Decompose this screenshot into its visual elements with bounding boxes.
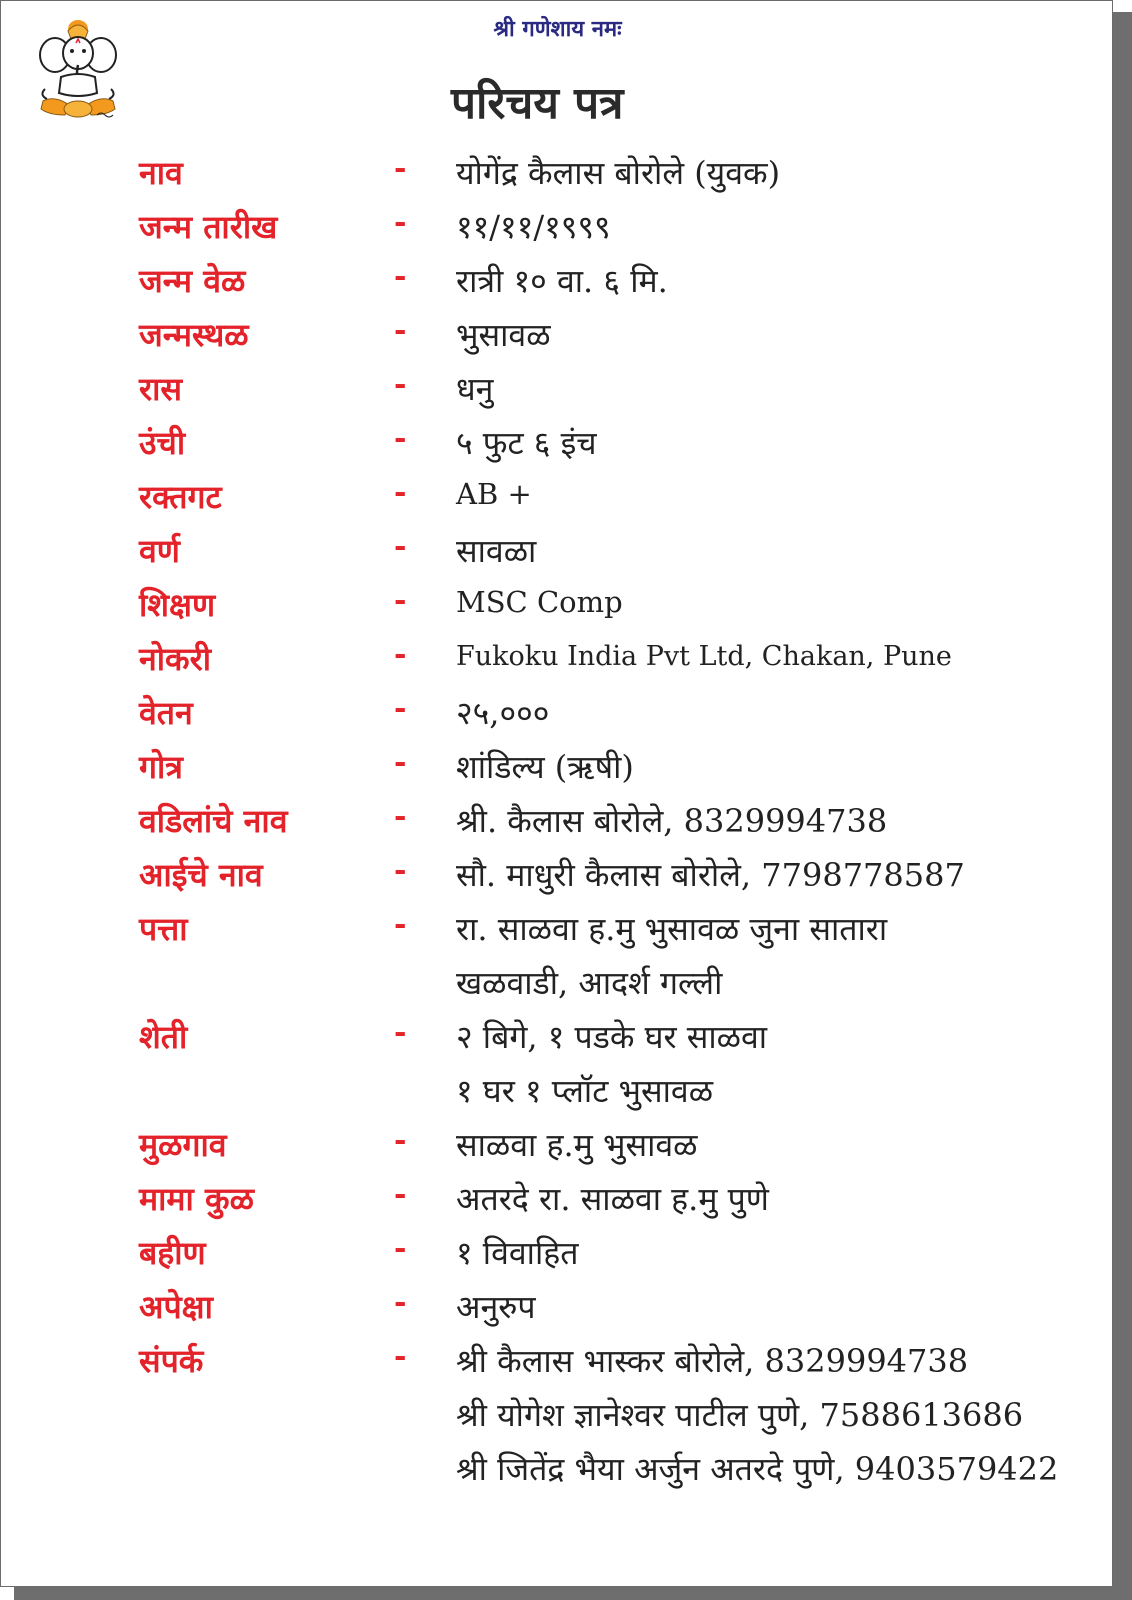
separator-dash: - [394, 313, 407, 348]
field-value: भुसावळ [456, 316, 551, 354]
field-value: शांडिल्य (ऋषी) [456, 748, 634, 786]
info-row-salary [1, 691, 1114, 745]
field-value: रा. साळवा ह.मु भुसावळ जुना सातारा [456, 910, 888, 948]
field-value-line: खळवाडी, आदर्श गल्ली [456, 964, 723, 1002]
info-row-address [1, 907, 1114, 1015]
field-value: धनु [456, 370, 494, 408]
info-row-maternal-family [1, 1177, 1114, 1231]
field-label: वेतन [139, 694, 193, 732]
field-label: संपर्क [139, 1342, 204, 1380]
info-row-expectation [1, 1285, 1114, 1339]
field-label: शिक्षण [139, 586, 216, 624]
info-row-blood-group [1, 475, 1114, 529]
field-label: वर्ण [139, 532, 180, 570]
info-row-sister [1, 1231, 1114, 1285]
info-row-job [1, 637, 1114, 691]
info-row-father-name [1, 799, 1114, 853]
field-value: श्री कैलास भास्कर बोरोले, 8329994738 [456, 1342, 969, 1380]
separator-dash: - [394, 907, 407, 942]
field-label: जन्म तारीख [139, 208, 278, 246]
field-label: उंची [139, 424, 186, 462]
info-row-name [1, 151, 1114, 205]
separator-dash: - [394, 637, 407, 672]
card-shadow-bottom [14, 1587, 1132, 1600]
field-value: MSC Comp [456, 585, 623, 619]
separator-dash: - [394, 151, 407, 186]
separator-dash: - [394, 1339, 407, 1374]
info-row-height [1, 421, 1114, 475]
field-label: नाव [139, 154, 183, 192]
field-value: अनुरुप [456, 1288, 536, 1326]
info-row-birth-date [1, 205, 1114, 259]
field-value: AB + [456, 477, 532, 511]
field-value-line: १ घर १ प्लॉट भुसावळ [456, 1072, 714, 1110]
card-shadow-right [1113, 12, 1132, 1600]
separator-dash: - [394, 1177, 407, 1212]
invocation-text: श्री गणेशाय नमः [493, 16, 622, 42]
info-row-rashi [1, 367, 1114, 421]
field-value: सौ. माधुरी कैलास बोरोले, 7798778587 [456, 856, 965, 894]
field-label: जन्म वेळ [139, 262, 246, 300]
separator-dash: - [394, 745, 407, 780]
field-label: गोत्र [139, 748, 183, 786]
separator-dash: - [394, 583, 407, 618]
separator-dash: - [394, 529, 407, 564]
field-value: २ बिगे, १ पडके घर साळवा [456, 1018, 768, 1056]
field-value: साळवा ह.मु भुसावळ [456, 1126, 698, 1164]
field-value: श्री. कैलास बोरोले, 8329994738 [456, 802, 888, 840]
separator-dash: - [394, 259, 407, 294]
field-label: मुळगाव [139, 1126, 227, 1164]
field-value: अतरदे रा. साळवा ह.मु पुणे [456, 1180, 769, 1218]
field-value: २५,००० [456, 694, 550, 732]
field-label: बहीण [139, 1234, 206, 1272]
separator-dash: - [394, 421, 407, 456]
info-row-complexion [1, 529, 1114, 583]
info-row-mother-name [1, 853, 1114, 907]
info-row-contact [1, 1339, 1114, 1501]
info-row-gotra [1, 745, 1114, 799]
separator-dash: - [394, 1015, 407, 1050]
info-row-native-village [1, 1123, 1114, 1177]
info-row-birth-time [1, 259, 1114, 313]
field-value: Fukoku India Pvt Ltd, Chakan, Pune [456, 641, 952, 672]
info-row-birth-place [1, 313, 1114, 367]
separator-dash: - [394, 691, 407, 726]
field-label: पत्ता [139, 910, 188, 948]
separator-dash: - [394, 799, 407, 834]
field-value: ५ फुट ६ इंच [456, 424, 597, 462]
field-label: अपेक्षा [139, 1288, 213, 1326]
field-value-line: श्री योगेश ज्ञानेश्वर पाटील पुणे, 7588613686 [456, 1396, 1024, 1434]
field-value: ११/११/१९९९ [456, 208, 611, 246]
field-value: रात्री १० वा. ६ मि. [456, 262, 668, 300]
field-label: मामा कुळ [139, 1180, 254, 1218]
info-row-education [1, 583, 1114, 637]
info-row-farm [1, 1015, 1114, 1123]
page-title: परिचय पत्र [451, 78, 624, 129]
field-label: रक्तगट [139, 478, 222, 516]
separator-dash: - [394, 1123, 407, 1158]
separator-dash: - [394, 853, 407, 888]
separator-dash: - [394, 367, 407, 402]
field-label: शेती [139, 1018, 188, 1056]
field-label: जन्मस्थळ [139, 316, 249, 354]
field-value: सावळा [456, 532, 537, 570]
separator-dash: - [394, 475, 407, 510]
field-value: १ विवाहित [456, 1234, 579, 1272]
separator-dash: - [394, 1231, 407, 1266]
field-label: आईचे नाव [139, 856, 263, 894]
field-label: नोकरी [139, 640, 212, 678]
separator-dash: - [394, 1285, 407, 1320]
field-label: रास [139, 370, 183, 408]
field-value: योगेंद्र कैलास बोरोले (युवक) [456, 154, 781, 192]
field-value-line: श्री जितेंद्र भैया अर्जुन अतरदे पुणे, 9403579422 [456, 1450, 1059, 1488]
field-label: वडिलांचे नाव [139, 802, 288, 840]
separator-dash: - [394, 205, 407, 240]
